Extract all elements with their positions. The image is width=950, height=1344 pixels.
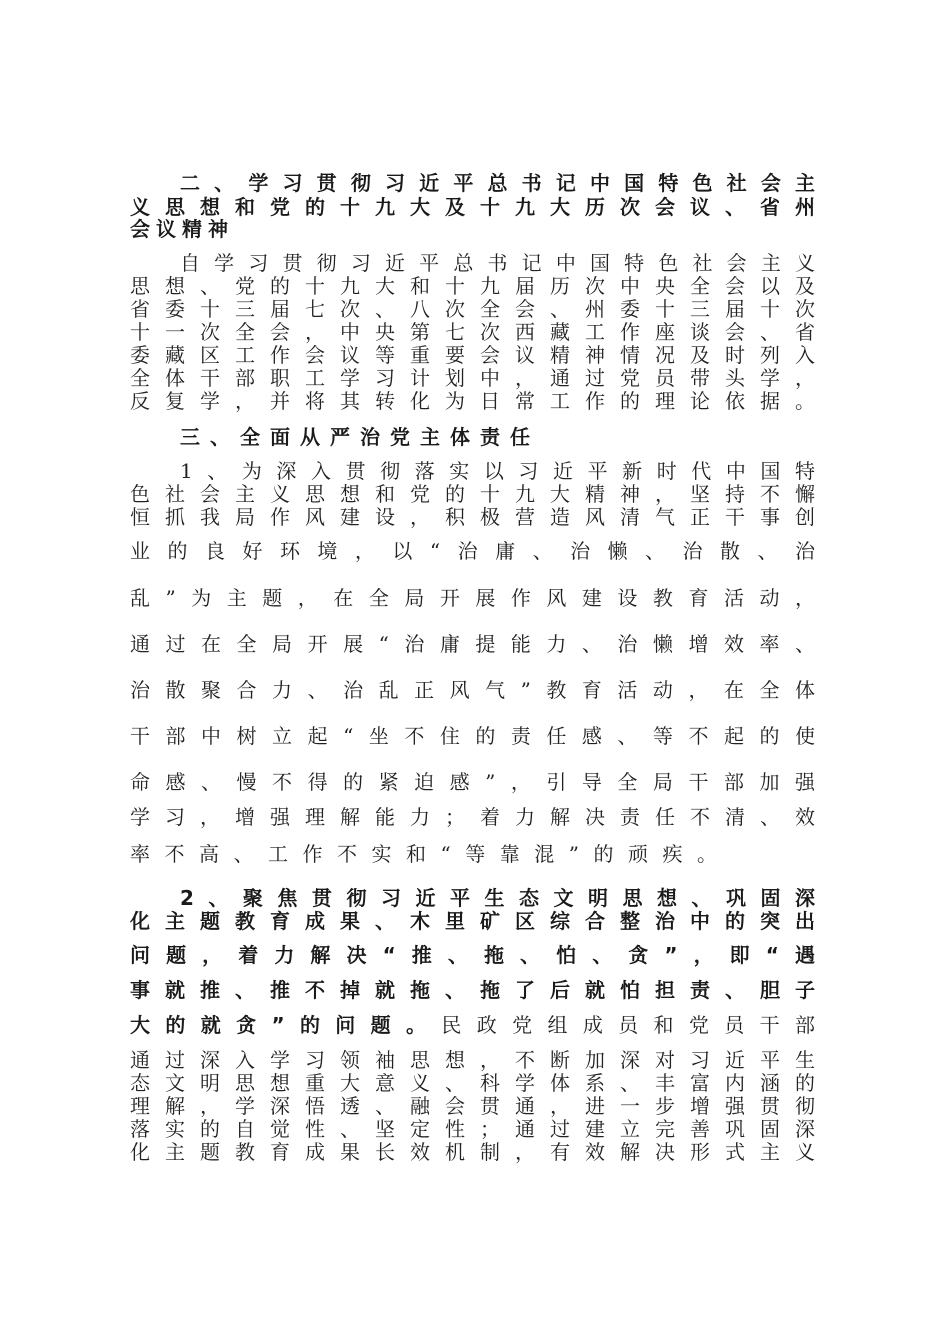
normal-run: 民政党组成员和党员干部 — [441, 1013, 815, 1037]
section-heading-line: 会议精神 — [130, 217, 234, 241]
paragraph-line: 委藏区工作会议等重要会议精神情况及时列入 — [130, 343, 815, 367]
paragraph-line: 治散聚合力、治乱正风气”教育活动，在全体 — [130, 678, 815, 702]
paragraph-line: 学习，增强理解能力；着力解决责任不清、效 — [130, 805, 815, 829]
paragraph-line: 色社会主义思想和党的十九大精神，坚持不懈 — [130, 482, 815, 506]
paragraph-line: 乱”为主题，在全局开展作风建设教育活动， — [130, 586, 815, 610]
section-heading: 三、全面从严治党主体责任 — [180, 425, 540, 449]
paragraph-line: 落实的自觉性、坚定性；通过建立完善巩固深 — [130, 1117, 815, 1141]
paragraph-line: 业的良好环境，以“治庸、治懒、治散、治 — [130, 539, 815, 563]
paragraph-line: 通过深入学习领袖思想，不断加深对习近平生 — [130, 1048, 815, 1072]
emphasis-line: 化主题教育成果、木里矿区综合整治中的突出 — [130, 909, 815, 933]
paragraph-line: 命感、慢不得的紧迫感”，引导全局干部加强 — [130, 770, 815, 794]
paragraph-line: 恒抓我局作风建设，积极营造风清气正干事创 — [130, 505, 815, 529]
section-heading-line: 二、学习贯彻习近平总书记中国特色社会主 — [180, 171, 815, 195]
paragraph-line: 思想、党的十九大和十九届历次中央全会以及 — [130, 274, 815, 298]
paragraph-line: 干部中树立起“坐不住的责任感、等不起的使 — [130, 724, 815, 748]
emphasis-line: 问题，着力解决“推、拖、怕、贪”，即“遇 — [130, 943, 815, 967]
paragraph-line: 率不高、工作不实和“等靠混”的顽疾。 — [130, 842, 732, 866]
paragraph-line: 理解，学深悟透、融会贯通，进一步增强贯彻 — [130, 1094, 815, 1118]
paragraph-line: 自学习贯彻习近平总书记中国特色社会主义 — [180, 251, 815, 275]
paragraph-line: 反复学，并将其转化为日常工作的理论依据。 — [130, 389, 815, 413]
paragraph-line: 通过在全局开展“治庸提能力、治懒增效率、 — [130, 632, 815, 656]
emphasis-line: 2、聚焦贯彻习近平生态文明思想、巩固深 — [180, 886, 815, 910]
paragraph-line: 1、为深入贯彻落实以习近平新时代中国特 — [180, 459, 815, 483]
mixed-line — [130, 1013, 815, 1037]
paragraph-line: 十一次全会，中央第七次西藏工作座谈会、省 — [130, 320, 815, 344]
paragraph-line: 化主题教育成果长效机制，有效解决形式主义 — [130, 1140, 815, 1164]
paragraph-line: 态文明思想重大意义、科学体系、丰富内涵的 — [130, 1071, 815, 1095]
section-heading-line: 义思想和党的十九大及十九大历次会议、省州 — [130, 195, 815, 219]
emphasis-run: 大的就贪”的问题。 — [130, 1013, 442, 1037]
paragraph-line: 全体干部职工学习计划中，通过党员带头学， — [130, 366, 815, 390]
emphasis-line: 事就推、推不掉就拖、拖了后就怕担责、胆子 — [130, 978, 815, 1002]
paragraph-line: 省委十三届七次、八次全会、州委十三届十次 — [130, 297, 815, 321]
